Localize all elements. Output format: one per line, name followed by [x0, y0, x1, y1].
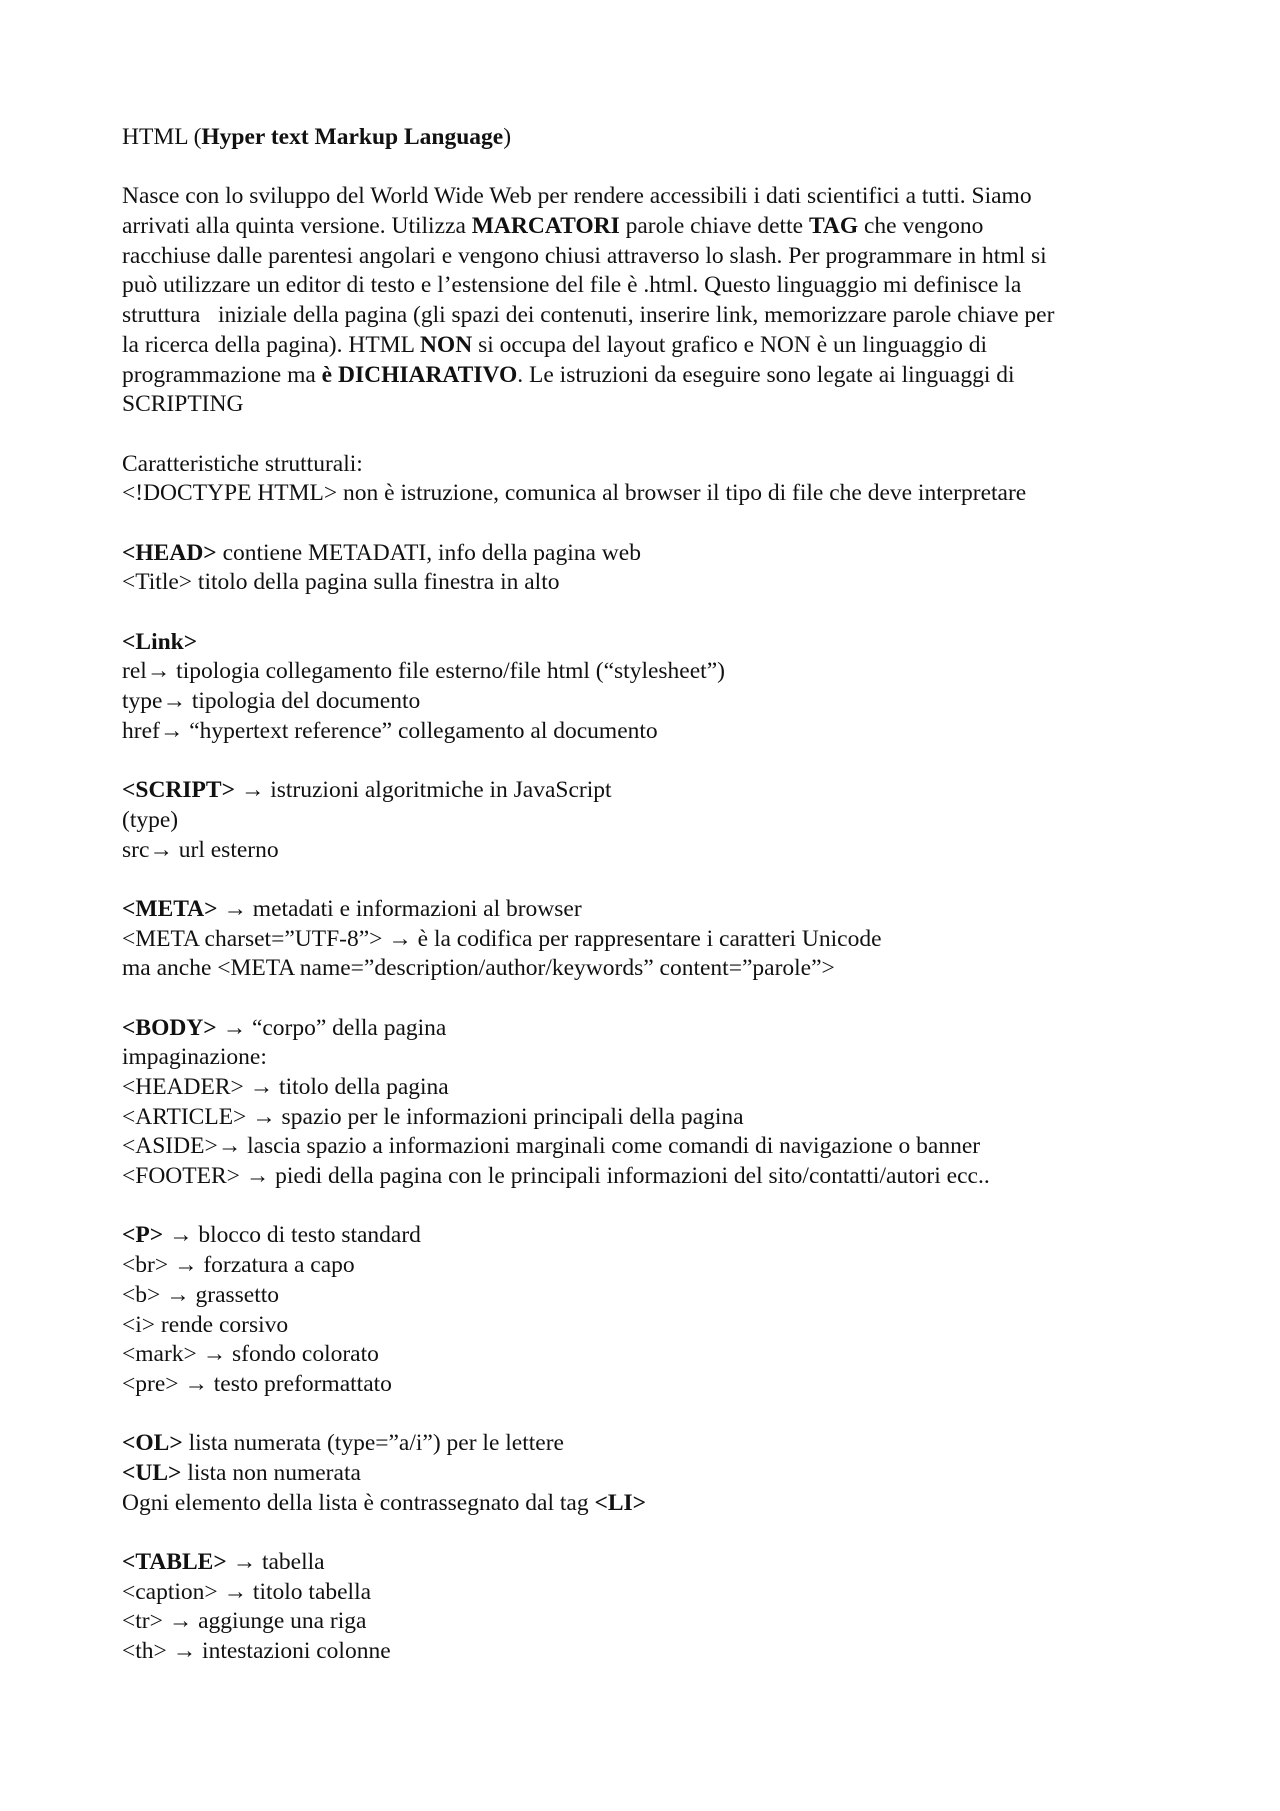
ul-tag-line: <UL> lista non numerata: [122, 1459, 361, 1486]
caption-tag-line: <caption> → titolo tabella: [122, 1578, 372, 1605]
body-layout-line: impaginazione:: [122, 1044, 267, 1071]
tr-tag-line: <tr> → aggiunge una riga: [122, 1608, 367, 1635]
intro-line-2: arrivati alla quinta versione. Utilizza MARCATORI parole chiave dette TAG che vengono: [122, 213, 984, 240]
script-type-line: (type): [122, 806, 179, 833]
link-type-line: type→ tipologia del documento: [122, 688, 421, 715]
mark-tag-line: <mark> → sfondo colorato: [122, 1341, 379, 1368]
body-header-line: <HEADER> → titolo della pagina: [122, 1074, 449, 1100]
intro-line-1: Nasce con lo sviluppo del World Wide Web per rendere accessibili i dati scientifici a tutti. Siamo: [122, 183, 1032, 210]
th-tag-line: <th> → intestazioni colonne: [122, 1638, 391, 1665]
spacer: [122, 1192, 1172, 1222]
title-bold: Hyper text Markup Language: [201, 124, 504, 150]
link-heading: <Link>: [122, 628, 198, 655]
script-src-line: src→ url esterno: [122, 836, 279, 863]
intro-line-4: può utilizzare un editor di testo e l’estensione del file è .html. Questo linguaggio mi definisce la: [122, 272, 1022, 299]
intro-line-3: racchiuse dalle parentesi angolari e vengono chiusi attraverso lo slash. Per programmare in html si: [122, 242, 1047, 269]
intro-line-5: struttura iniziale della pagina (gli spazi dei contenuti, inserire link, memorizzare parole chiave per: [122, 302, 1055, 329]
br-tag-line: <br> → forzatura a capo: [122, 1252, 355, 1279]
spacer: [122, 509, 1172, 539]
spacer: [122, 984, 1172, 1014]
spacer: [122, 420, 1172, 450]
head-line: <HEAD> contiene METADATI, info della pagina web: [122, 539, 641, 566]
meta-charset-line: <META charset=”UTF-8”> → è la codifica per rappresentare i caratteri Unicode: [122, 925, 882, 952]
link-href-line: href→ “hypertext reference” collegamento al documento: [122, 717, 658, 744]
meta-name-line: ma anche <META name=”description/author/keywords” content=”parole”>: [122, 955, 835, 982]
li-tag-line: Ogni elemento della lista è contrassegnato dal tag <LI>: [122, 1489, 647, 1516]
body-footer-line: <FOOTER> → piedi della pagina con le principali informazioni del sito/contatti/autori ecc..: [122, 1163, 990, 1190]
body-aside-line: <ASIDE>→ lascia spazio a informazioni marginali come comandi di navigazione o banner: [122, 1133, 981, 1160]
spacer: [122, 1518, 1172, 1548]
document-title: HTML (Hyper text Markup Language): [122, 124, 512, 150]
spacer: [122, 153, 1172, 183]
b-tag-line: <b> → grassetto: [122, 1281, 280, 1308]
title-tag-line: <Title> titolo della pagina sulla finestra in alto: [122, 569, 560, 596]
script-line: <SCRIPT> → istruzioni algoritmiche in JavaScript: [122, 777, 612, 804]
intro-line-8: SCRIPTING: [122, 391, 244, 418]
meta-line: <META> → metadati e informazioni al browser: [122, 895, 582, 922]
doctype-line: <!DOCTYPE HTML> non è istruzione, comunica al browser il tipo di file che deve interpretare: [122, 480, 1027, 507]
spacer: [122, 746, 1172, 776]
pre-tag-line: <pre> → testo preformattato: [122, 1370, 392, 1397]
body-line: <BODY> → “corpo” della pagina: [122, 1014, 447, 1041]
p-tag-line: <P> → blocco di testo standard: [122, 1222, 421, 1249]
ol-tag-line: <OL> lista numerata (type=”a/i”) per le lettere: [122, 1430, 564, 1457]
link-rel-line: rel→ tipologia collegamento file esterno/file html (“stylesheet”): [122, 658, 725, 685]
intro-line-6: la ricerca della pagina). HTML NON si occupa del layout grafico e NON è un linguaggio di: [122, 331, 988, 358]
intro-line-7: programmazione ma è DICHIARATIVO. Le istruzioni da eseguire sono legate ai linguaggi di: [122, 361, 1015, 388]
spacer: [122, 598, 1172, 628]
table-tag-line: <TABLE> → tabella: [122, 1549, 325, 1575]
body-article-line: <ARTICLE> → spazio per le informazioni principali della pagina: [122, 1103, 744, 1130]
spacer: [122, 865, 1172, 895]
spacer: [122, 1400, 1172, 1430]
i-tag-line: <i> rende corsivo: [122, 1311, 289, 1338]
document-page: [122, 123, 1172, 1667]
structure-heading: Caratteristiche strutturali:: [122, 450, 363, 477]
